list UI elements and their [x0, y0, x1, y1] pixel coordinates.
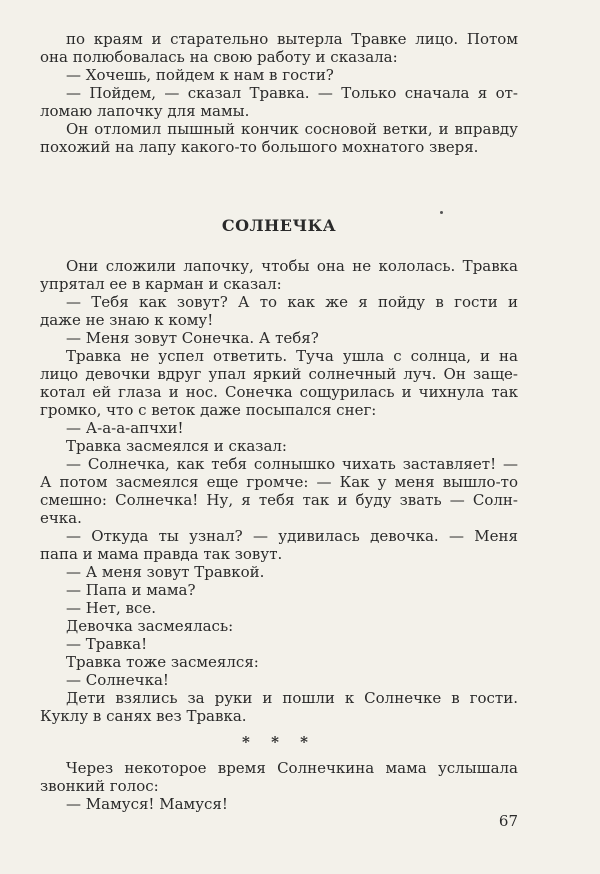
text-line: — Хочешь, пойдем к нам в гости? [66, 66, 334, 84]
text-line: — Травка! [66, 635, 148, 653]
text-line: — А-а-а-апчхи! [66, 419, 184, 437]
text-line: даже не знаю к кому! [40, 311, 214, 329]
paragraph [40, 30, 518, 66]
text-line: звонкий голос: [40, 777, 159, 795]
text-line: — Нет, все. [66, 599, 157, 617]
text-line: — Папа и мама? [66, 581, 196, 599]
chapter-body [40, 257, 518, 725]
text-line: — Откуда ты узнал? — удивилась девочка. — Меня [66, 527, 518, 545]
text-line: ечка. [40, 509, 82, 527]
text-line: — Пойдем, — сказал Травка. — Только сначала я от- [66, 84, 518, 102]
text-line: — Солнечка! [66, 671, 169, 689]
text-line: Дети взялись за руки и пошли к Солнечке в гости. [66, 689, 518, 707]
text-line: громко, что с веток даже посыпался снег: [40, 401, 377, 419]
text-line: Травка не успел ответить. Туча ушла с солнца, и на [66, 347, 518, 365]
text-line: — Тебя как зовут? А то как же я пойду в гости и [66, 293, 518, 311]
text-line: лицо девочки вдруг упал яркий солнечный луч. Он заще- [40, 365, 518, 383]
book-page [40, 30, 518, 813]
text-line: — А меня зовут Травкой. [66, 563, 265, 581]
section-separator: * * * [242, 733, 316, 751]
paragraph [40, 84, 518, 120]
text-line: Куклу в санях вез Травка. [40, 707, 247, 725]
text-line: — Мамуся! Мамуся! [66, 795, 228, 813]
text-line: упрятал ее в карман и сказал: [40, 275, 282, 293]
text-line: по краям и старательно вытерла Травке лицо. Потом [66, 30, 518, 48]
print-speck [440, 211, 443, 214]
chapter-title: СОЛНЕЧКА [221, 216, 337, 235]
text-line: Девочка засмеялась: [66, 617, 234, 635]
text-line: ломаю лапочку для мамы. [40, 102, 250, 120]
text-line: — Солнечка, как тебя солнышко чихать заставляет! — [66, 455, 518, 473]
text-line: папа и мама правда так зовут. [40, 545, 283, 563]
text-line: — Меня зовут Сонечка. А тебя? [66, 329, 319, 347]
text-line: Через некоторое время Солнечкина мама услышала [66, 759, 518, 777]
page-number: 67 [498, 812, 518, 830]
text-line: она полюбовалась на свою работу и сказала: [40, 48, 398, 66]
closing-paragraph [40, 759, 518, 813]
text-line: похожий на лапу какого-то большого мохнатого зверя. [40, 138, 479, 156]
paragraph [40, 120, 518, 156]
text-line: Он отломил пышный кончик сосновой ветки, и вправду [66, 120, 518, 138]
text-line: Они сложили лапочку, чтобы она не кололась. Травка [66, 257, 518, 275]
text-line: Травка засмеялся и сказал: [66, 437, 287, 455]
text-line: смешно: Солнечка! Ну, я тебя так и буду звать — Солн- [40, 491, 518, 509]
text-line: Травка тоже засмеялся: [66, 653, 259, 671]
text-line: котал ей глаза и нос. Сонечка сощурилась и чихнула так [40, 383, 518, 401]
text-line: А потом засмеялся еще громче: — Как у меня вышло-то [40, 473, 518, 491]
